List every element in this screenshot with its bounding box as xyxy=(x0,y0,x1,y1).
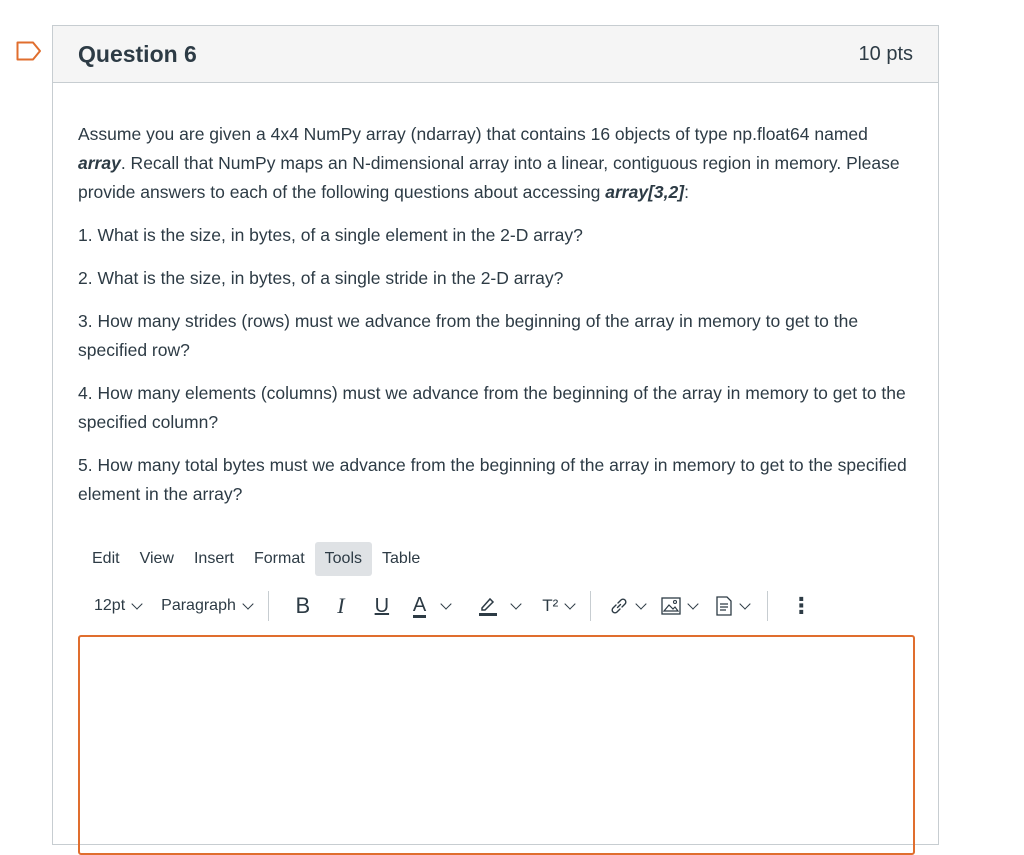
question-intro xyxy=(78,120,913,207)
menu-edit[interactable]: Edit xyxy=(92,550,120,567)
chevron-down-icon xyxy=(242,598,253,609)
menu-tools[interactable]: Tools xyxy=(315,542,372,576)
question-header xyxy=(53,26,938,83)
intro-array-name: array xyxy=(78,153,121,173)
chevron-down-icon xyxy=(636,598,647,609)
question-card xyxy=(52,25,939,845)
underline-icon: U xyxy=(374,594,390,617)
highlighter-icon xyxy=(478,595,498,617)
toolbar-divider xyxy=(767,591,768,621)
text-color-icon: A xyxy=(412,593,427,616)
intro-text-1: Assume you are given a 4x4 NumPy array (ndarray) that contains 16 objects of type np.float64 named xyxy=(78,124,868,144)
chevron-down-icon xyxy=(740,598,751,609)
question-text xyxy=(53,83,938,509)
intro-text-3: : xyxy=(684,182,689,202)
block-format-value: Paragraph xyxy=(161,597,236,614)
question-item-4: 4. How many elements (columns) must we advance from the beginning of the array in memory to get to the specified column? xyxy=(78,383,906,432)
toolbar-divider xyxy=(590,591,591,621)
menu-table[interactable]: Table xyxy=(382,550,421,567)
italic-button[interactable] xyxy=(333,588,349,624)
underline-button[interactable] xyxy=(373,588,391,624)
question-points: 10 pts xyxy=(858,42,913,65)
editor-toolbar xyxy=(82,588,927,624)
highlight-color-button[interactable] xyxy=(478,588,520,624)
intro-array-index: array[3,2] xyxy=(605,182,685,202)
text-color-button[interactable] xyxy=(413,588,450,624)
flag-question-icon[interactable] xyxy=(16,41,42,61)
more-options-button[interactable] xyxy=(790,588,812,624)
question-item-1: 1. What is the size, in bytes, of a single element in the 2-D array? xyxy=(78,225,583,245)
intro-text-2: . Recall that NumPy maps an N-dimensional array into a linear, contiguous region in memory. Please provide answers to each of the following questions about accessing xyxy=(78,153,900,202)
toolbar-divider xyxy=(268,591,269,621)
font-size-select[interactable] xyxy=(94,588,141,624)
bold-button[interactable] xyxy=(293,588,313,624)
bold-icon: B xyxy=(295,593,311,618)
document-button[interactable] xyxy=(715,588,749,624)
question-item-3: 3. How many strides (rows) must we advance from the beginning of the array in memory to get to the specified row? xyxy=(78,311,859,360)
question-title: Question 6 xyxy=(78,40,197,67)
italic-icon: I xyxy=(337,593,345,618)
chevron-down-icon xyxy=(565,598,576,609)
superscript-button[interactable] xyxy=(542,588,574,624)
chevron-down-icon xyxy=(688,598,699,609)
image-icon xyxy=(661,597,681,615)
editor-menubar xyxy=(82,538,430,580)
menu-format[interactable]: Format xyxy=(253,550,305,567)
menu-insert[interactable]: Insert xyxy=(193,550,234,567)
image-button[interactable] xyxy=(661,588,697,624)
document-icon xyxy=(715,596,733,616)
question-item-5: 5. How many total bytes must we advance from the beginning of the array in memory to get to the specified element in the array? xyxy=(78,455,907,504)
menu-view[interactable]: View xyxy=(139,550,174,567)
link-icon xyxy=(609,596,629,616)
block-format-select[interactable] xyxy=(161,588,252,624)
superscript-icon: T² xyxy=(542,596,559,615)
chevron-down-icon xyxy=(511,598,522,609)
chevron-down-icon xyxy=(441,598,452,609)
more-vertical-icon: ⋮ xyxy=(790,593,813,618)
link-button[interactable] xyxy=(609,588,645,624)
chevron-down-icon xyxy=(131,598,142,609)
answer-editor[interactable] xyxy=(78,635,915,855)
font-size-value: 12pt xyxy=(94,597,126,614)
question-item-2: 2. What is the size, in bytes, of a single stride in the 2-D array? xyxy=(78,268,564,288)
